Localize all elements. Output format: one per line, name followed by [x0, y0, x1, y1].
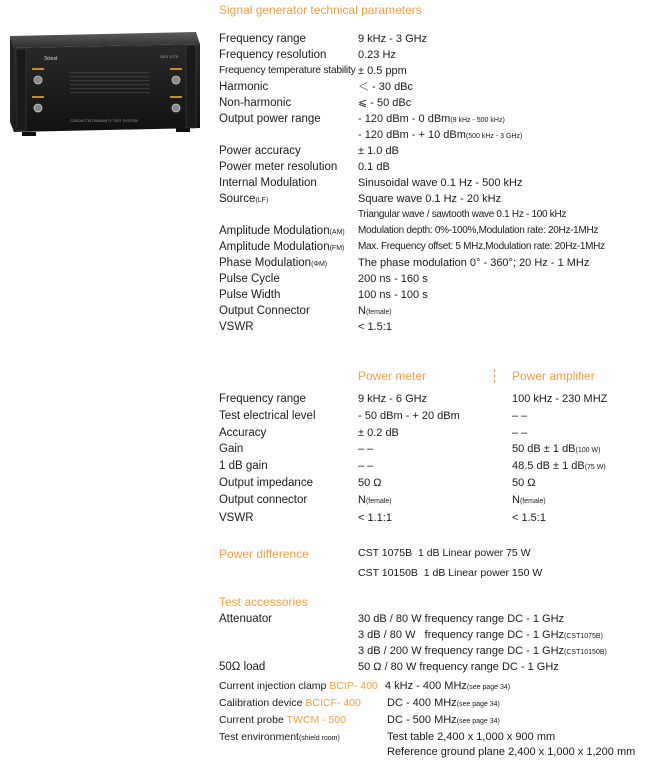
- spec-label-text: Pulse Cycle: [219, 273, 280, 285]
- power-meter-value: [358, 461, 373, 472]
- spec-value: [358, 98, 411, 109]
- connector-icon: [34, 104, 42, 112]
- power-amp-value-text: – –: [512, 410, 528, 422]
- accessory-label: [219, 698, 361, 709]
- device-model-label: SKS 1075: [160, 54, 179, 59]
- power-meter-value: [358, 495, 392, 506]
- attenuator-value: 30 dB / 80 W frequency range DC - 1 GHz: [358, 613, 565, 625]
- power-amp-value-text: – –: [512, 427, 528, 439]
- spec-value-text: 9 kHz - 3 GHz: [358, 33, 428, 45]
- power-difference-header: Power difference: [219, 547, 309, 561]
- spec-value-text: - 120 dBm - 0 dBm: [358, 113, 451, 125]
- spec-value: [358, 290, 428, 301]
- spec-label-text: Amplitude Modulation: [219, 225, 330, 237]
- spec-label-text: VSWR: [219, 321, 254, 333]
- spec-value: [358, 226, 598, 236]
- load-value: 50 Ω / 80 W frequency range DC - 1 GHz: [358, 661, 559, 673]
- spec-value-text: Sinusoidal wave 0.1 Hz - 500 kHz: [358, 177, 523, 189]
- spec-value-text: Max. Frequency offset: 5 MHz,Modulation rate: 20Hz-1MHz: [358, 241, 605, 252]
- attenuator-note: (CST10150B): [564, 649, 607, 656]
- spec-label-note: (ΦM): [311, 261, 328, 268]
- spec-value: [358, 258, 589, 269]
- spec-label-text: Frequency temperature stability: [219, 65, 356, 76]
- spec-value: [358, 194, 501, 205]
- spec-value-text: N: [358, 305, 366, 317]
- power-amp-value-text: < 1.5:1: [512, 512, 546, 524]
- section-title-signal-generator: Signal generator technical parameters: [219, 3, 422, 17]
- accessory-value-note: (see page 34): [456, 718, 500, 725]
- spec-label-text: Power meter resolution: [219, 161, 338, 173]
- accessory-value: [385, 681, 510, 692]
- connector-icon: [172, 104, 180, 112]
- power-difference-row: [358, 568, 542, 579]
- power-meter-value-text: – –: [358, 460, 374, 472]
- connector-icon: [34, 76, 42, 84]
- power-amp-value-note: (75 W): [584, 464, 606, 471]
- spec-value: [358, 146, 399, 157]
- spec-label: [219, 114, 321, 126]
- spec-value: [358, 82, 413, 93]
- spec-label: [219, 146, 301, 158]
- power-amp-value: [512, 461, 606, 472]
- accessory-label: [219, 715, 346, 726]
- power-amp-value: [512, 411, 527, 422]
- accessory-value-text: DC - 500 MHz: [387, 714, 457, 726]
- power-meter-value: [358, 394, 427, 405]
- spec-label: [219, 242, 344, 254]
- spec-label: [219, 178, 317, 190]
- spec-value-text: The phase modulation 0° - 360°; 20 Hz - 1 MHz: [358, 257, 590, 269]
- power-meter-value-text: 9 kHz - 6 GHz: [358, 393, 428, 405]
- accessory-code: BCICF- 400: [305, 697, 361, 709]
- power-meter-value-text: – –: [358, 443, 374, 455]
- power-difference-row: [358, 548, 531, 559]
- load-label: 50Ω load: [219, 661, 266, 673]
- spec-value-text: 100 ns - 100 s: [358, 289, 428, 301]
- attenuator-label: Attenuator: [219, 613, 273, 625]
- test-environment-label: [219, 732, 340, 743]
- spec-label-note: (FM): [329, 245, 345, 252]
- spec-value-note: (500 kHz - 3 GHz): [465, 133, 523, 140]
- spec-value-text: Square wave 0.1 Hz - 20 kHz: [358, 193, 502, 205]
- accessory-label: [219, 681, 378, 692]
- power-amp-value-note: (female): [519, 498, 546, 505]
- attenuator-value: 3 dB / 200 W frequency range DC - 1 GHz: [358, 645, 565, 657]
- spec-label-text: Pulse Width: [219, 289, 281, 301]
- accessory-name: Calibration device: [219, 697, 303, 709]
- power-meter-value: [358, 478, 382, 489]
- accessory-value: [387, 715, 500, 726]
- spec-label: [219, 258, 327, 270]
- power-meter-value-text: ± 0.2 dB: [358, 427, 399, 439]
- spec-value: [358, 130, 522, 141]
- spec-label: [219, 82, 268, 94]
- power-amp-value-note: (100 W): [575, 447, 601, 454]
- spec-value-text: Triangular wave / sawtooth wave 0.1 Hz - 100 kHz: [358, 209, 567, 220]
- spec-label-text: Power accuracy: [219, 145, 301, 157]
- spec-value-text: - 120 dBm - + 10 dBm: [358, 129, 466, 141]
- power-amp-value: [512, 478, 536, 489]
- test-accessories-header: Test accessories: [219, 595, 308, 609]
- accessory-value-note: (see page 34): [456, 701, 500, 708]
- spec-label-text: Output Connector: [219, 305, 310, 317]
- spec-label-text: Frequency range: [219, 33, 306, 45]
- signal-generator-device-image: [10, 28, 200, 156]
- spec-value-text: < 1.5:1: [358, 321, 392, 333]
- spec-label-text: Amplitude Modulation: [219, 241, 330, 253]
- attenuator-item: [358, 646, 607, 657]
- spec-label-text: Output power range: [219, 113, 321, 125]
- spec-label-text: Phase Modulation: [219, 257, 312, 269]
- power-meter-value-text: N: [358, 494, 366, 506]
- power-amp-value-text: 100 kHz - 230 MHZ: [512, 393, 608, 405]
- power-row-label: Test electrical level: [219, 410, 316, 422]
- spec-label: [219, 50, 326, 62]
- spec-label-text: Harmonic: [219, 81, 269, 93]
- connector-icon: [172, 76, 180, 84]
- spec-label-note: (AM): [329, 229, 345, 236]
- power-amp-value-text: N: [512, 494, 520, 506]
- spec-label: [219, 34, 306, 46]
- power-amp-value-text: 50 Ω: [512, 477, 536, 489]
- column-divider: [494, 369, 495, 383]
- accessory-value-note: (see page 34): [466, 684, 511, 691]
- spec-label-text: Source: [219, 193, 256, 205]
- env-label-text: Test environment: [219, 731, 299, 743]
- power-difference-model: CST 10150B: [358, 567, 418, 579]
- spec-value-note: (9 kHz - 500 kHz): [450, 117, 505, 124]
- power-amp-value: [512, 444, 600, 455]
- power-row-label: Accuracy: [219, 427, 267, 439]
- spec-value-text: 0.23 Hz: [358, 49, 396, 61]
- spec-value: [358, 114, 505, 125]
- power-row-label: VSWR: [219, 512, 254, 524]
- spec-value: [358, 66, 407, 77]
- spec-value-text: 0.1 dB: [358, 161, 390, 173]
- power-meter-value: [358, 444, 373, 455]
- power-amp-value-text: 48.5 dB ± 1 dB: [512, 460, 585, 472]
- spec-label: [219, 66, 355, 76]
- spec-value: [358, 178, 522, 189]
- power-meter-value: [358, 513, 392, 524]
- spec-value-text: Modulation depth: 0%-100%,Modulation rate: 20Hz-1MHz: [358, 225, 599, 236]
- power-meter-value-text: - 50 dBm - + 20 dBm: [358, 410, 460, 422]
- spec-label: [219, 274, 280, 286]
- spec-label: [219, 194, 268, 206]
- spec-value-text: ± 1.0 dB: [358, 145, 399, 157]
- spec-value: [358, 34, 427, 45]
- accessory-value: [387, 698, 500, 709]
- spec-label: [219, 98, 291, 110]
- device-brand-logo: 3ctest: [44, 56, 58, 62]
- spec-value-text: ± 0.5 ppm: [358, 65, 407, 77]
- accessory-value-text: DC - 400 MHz: [387, 697, 457, 709]
- env-value-1: Test table 2,400 x 1,000 x 900 mm: [387, 731, 556, 743]
- power-difference-value: 1 dB Linear power 75 W: [417, 547, 531, 559]
- power-amp-value: [512, 495, 546, 506]
- power-amp-value: [512, 513, 546, 524]
- spec-label: [219, 306, 310, 318]
- power-amp-value-text: 50 dB ± 1 dB: [512, 443, 576, 455]
- power-meter-header: Power meter: [358, 369, 427, 383]
- spec-label-note: (LF): [255, 197, 269, 204]
- spec-value-text: 200 ns - 160 s: [358, 273, 428, 285]
- attenuator-item: [358, 630, 603, 641]
- spec-label: [219, 322, 254, 334]
- spec-value-note: (female): [365, 309, 392, 316]
- spec-value: [358, 210, 566, 220]
- attenuator-note: (CST1075B): [564, 633, 603, 640]
- power-meter-value-note: (female): [365, 498, 392, 505]
- power-row-label: Frequency range: [219, 393, 306, 405]
- spec-label-text: Internal Modulation: [219, 177, 317, 189]
- spec-value: [358, 162, 390, 173]
- power-amp-value: [512, 428, 527, 439]
- accessory-name: Current injection clamp: [219, 680, 327, 692]
- power-meter-value-text: < 1.1:1: [358, 512, 392, 524]
- power-row-label: Gain: [219, 443, 244, 455]
- power-amp-value: [512, 394, 607, 405]
- power-meter-value: [358, 411, 460, 422]
- spec-value: [358, 306, 392, 317]
- power-difference-value: 1 dB Linear power 150 W: [423, 567, 543, 579]
- device-caption: CONDUCTED IMMUNITY TEST SYSTEM: [70, 119, 138, 123]
- spec-label: [219, 162, 337, 174]
- accessory-value-text: 4 kHz - 400 MHz: [385, 680, 467, 692]
- power-row-label: Output impedance: [219, 477, 313, 489]
- spec-label-text: Frequency resolution: [219, 49, 327, 61]
- accessory-code: BCIP- 400: [329, 680, 378, 692]
- spec-value: [358, 50, 396, 61]
- power-amplifier-header: Power amplifier: [512, 369, 595, 383]
- spec-label: [219, 290, 280, 302]
- spec-value: [358, 274, 428, 285]
- attenuator-item: [358, 614, 564, 625]
- spec-value-text: ＜ - 30 dBc: [358, 81, 414, 93]
- spec-value: [358, 242, 605, 252]
- spec-label: [219, 226, 345, 238]
- env-value-2: Reference ground plane 2,400 x 1,000 x 1,200 mm: [387, 746, 636, 758]
- power-meter-value-text: 50 Ω: [358, 477, 382, 489]
- spec-value: [358, 322, 392, 333]
- power-row-label: Output connector: [219, 494, 308, 506]
- power-difference-model: CST 1075B: [358, 547, 413, 559]
- accessory-name: Current probe: [219, 714, 284, 726]
- env-label-note: (shield room): [298, 735, 340, 742]
- power-meter-value: [358, 428, 399, 439]
- attenuator-value: 3 dB / 80 W frequency range DC - 1 GHz: [358, 629, 565, 641]
- spec-value-text: ⩽ - 50 dBc: [358, 97, 412, 109]
- spec-label-text: Non-harmonic: [219, 97, 292, 109]
- power-row-label: 1 dB gain: [219, 460, 268, 472]
- accessory-code: TWCM - 500: [286, 714, 347, 726]
